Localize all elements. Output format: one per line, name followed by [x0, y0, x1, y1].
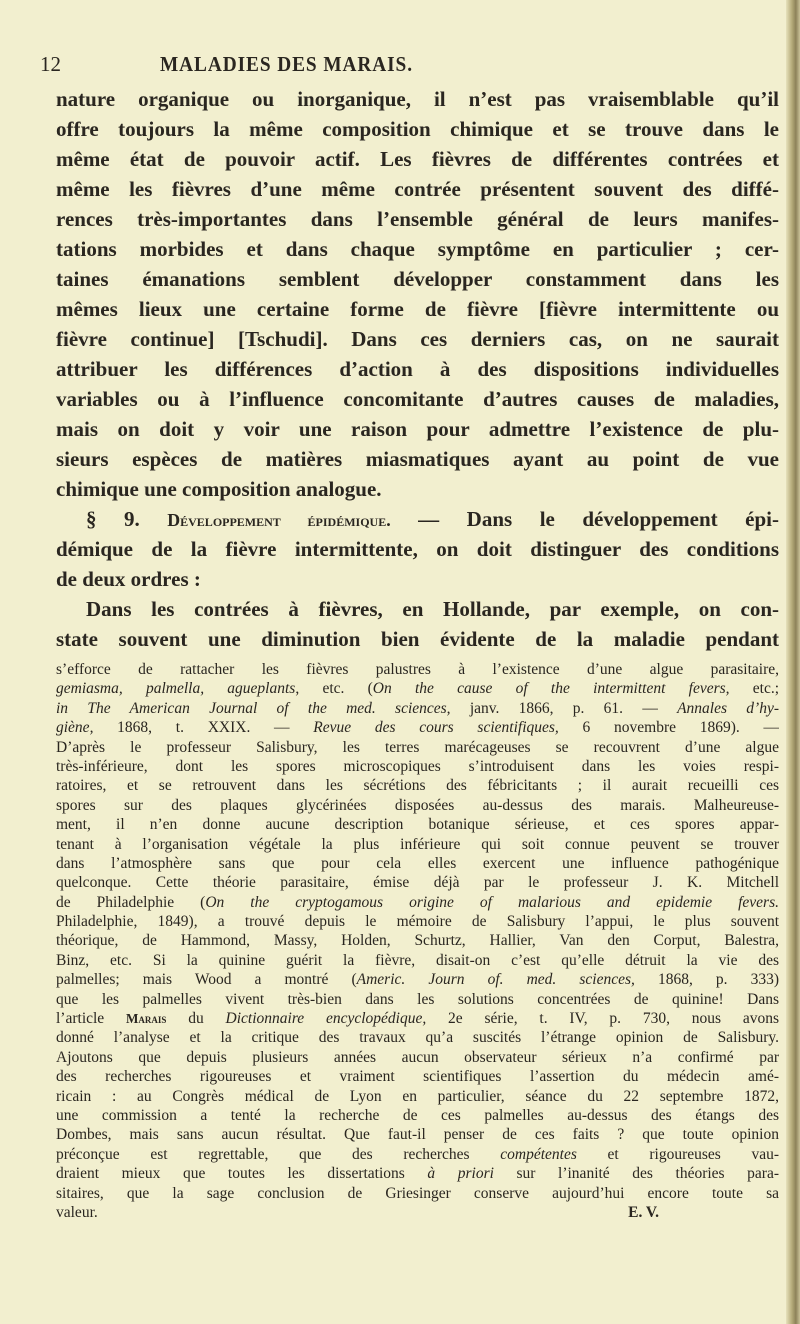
body-line [56, 594, 779, 624]
footnote-line [56, 1106, 779, 1125]
body-line [56, 204, 779, 234]
text-run: Philadelphie, 1849), a trouvé depuis le mémoire de Salisbury l’appui, le plus souvent [56, 913, 779, 931]
footnote-line [56, 854, 779, 873]
text-run: Ajoutons que depuis plusieurs années aucun observateur sérieux n’a confirmé par [56, 1048, 779, 1066]
italic-text: Dictionnaire encyclopédique, [225, 1010, 427, 1028]
text-run: Binz, etc. Si la quinine guérit la fièvre, disait-on c’est qu’elle détruit la vie des [56, 951, 779, 969]
body-line [56, 294, 779, 324]
body-line [56, 144, 779, 174]
text-run: Dombes, mais sans aucun résultat. Que faut-il penser de ces faits ? que toute opinion [56, 1126, 779, 1144]
text-run: donné l’analyse et la critique des travaux qu’a suscités l’étrange opinion de Salisbury. [56, 1029, 779, 1047]
text-run: — Dans le développement épi- [390, 507, 779, 531]
text-run: palmelles; mais Wood a montré ( [56, 971, 357, 989]
text-run: sitaires, que la sage conclusion de Griesinger conserve aujourd’hui encore toute sa [56, 1184, 779, 1202]
footnote-line [56, 1184, 779, 1203]
text-run: quelconque. Cette théorie parasitaire, émise déjà par le professeur J. K. Mitchell [56, 874, 779, 892]
body-line [56, 624, 779, 654]
body-line [56, 264, 779, 294]
footnote-line [56, 1009, 779, 1028]
italic-text: Annales d’hy- [677, 699, 779, 717]
text-run: s’efforce de rattacher les fièvres palustres à l’existence d’une algue parasitaire, [56, 661, 779, 678]
text-run: variables ou à l’influence concomitante d’autres causes de maladies, [56, 387, 779, 411]
body-line [56, 174, 779, 204]
page-edge [786, 0, 800, 1324]
text-run: valeur. [56, 1203, 98, 1221]
italic-text: On the cause of the intermittent fevers, [372, 680, 730, 698]
footnote-line [56, 1125, 779, 1144]
footnote-line [56, 1164, 779, 1183]
text-run: ratoires, et se retrouvent dans les sécrétions des fébricitants ; il aurait recueilli ces [56, 777, 779, 795]
text-run: théorique, de Hammond, Massy, Holden, Schurtz, Hallier, Van den Corput, Balestra, [56, 932, 779, 950]
footnote-line [56, 893, 779, 912]
body-line [56, 84, 779, 114]
text-run: tenant à l’organisation végétale la plus inférieure qui soit connue peuvent se trouver [56, 835, 779, 853]
body-line [56, 414, 779, 444]
text-run: même état de pouvoir actif. Les fièvres de différentes contrées et [56, 147, 779, 171]
text-run: spores sur des plaques glycérinées disposées au-dessus des marais. Malheureuse- [56, 796, 779, 814]
text-run: taines émanations semblent développer constamment dans les [56, 267, 779, 291]
text-run: tations morbides et dans chaque symptôme en particulier ; cer- [56, 237, 779, 261]
body-line [56, 354, 779, 384]
text-run: fièvre continue] [Tschudi]. Dans ces derniers cas, on ne saurait [56, 327, 779, 351]
footnote-line [56, 757, 779, 776]
footnote-line [56, 931, 779, 950]
footnote-line [56, 1028, 779, 1047]
footnote-line [56, 951, 779, 970]
footnote-line [56, 970, 779, 989]
body-line [56, 114, 779, 144]
footnote-line [56, 835, 779, 854]
text-run: très-inférieure, dont les spores microscopiques s’introduisent dans les voies respi- [56, 757, 779, 775]
text-run: etc.; [729, 680, 779, 698]
body-line [56, 444, 779, 474]
text-run: attribuer les différences d’action à des dispositions individuelles [56, 357, 779, 381]
footnote-line [56, 873, 779, 892]
text-run: mêmes lieux une certaine forme de fièvre [fièvre intermittente ou [56, 297, 779, 321]
footnote-line [56, 815, 779, 834]
text-run: nature organique ou inorganique, il n’est pas vraisemblable qu’il [56, 87, 779, 111]
footnote-line [56, 1087, 779, 1106]
italic-text: compétentes [500, 1145, 577, 1163]
italic-text: giène, [56, 719, 94, 737]
footnote-line [56, 1067, 779, 1086]
footnote [56, 660, 779, 1222]
text-run: de Philadelphie ( [56, 893, 206, 911]
text-run: des recherches rigoureuses et vraiment scientifiques l’assertion du médecin amé- [56, 1068, 779, 1086]
text-run: janv. 1866, p. 61. — [450, 699, 678, 717]
text-run: rences très-importantes dans l’ensemble général de leurs manifes- [56, 207, 779, 231]
body-line [56, 504, 779, 534]
italic-text: gemiasma, palmella, agueplants [56, 680, 296, 698]
italic-text: Americ. Journ of. med. sciences, [356, 971, 635, 989]
text-run: que les palmelles vivent très-bien dans les solutions concentrées de quinine! Dans [56, 990, 779, 1008]
text-run: D’après le professeur Salisbury, les terres marécageuses se recouvrent d’une algue [56, 738, 779, 756]
page-header [40, 52, 780, 80]
body-line [56, 384, 779, 414]
footnote-line [56, 1048, 779, 1067]
text-run: § 9. [86, 507, 168, 531]
footnote-line [56, 718, 779, 737]
text-run: préconçue est regrettable, que des recherches [56, 1145, 501, 1163]
body-line [56, 474, 779, 504]
text-run: une commission a tenté la recherche de ces palmelles au-dessus des étangs des [56, 1106, 779, 1124]
text-run: , etc. ( [295, 680, 373, 698]
text-run: de deux ordres : [56, 567, 201, 591]
footnote-line [56, 679, 779, 698]
text-run: draient mieux que toutes les dissertations [56, 1165, 428, 1183]
footnote-line [56, 990, 779, 1009]
italic-text: à priori [427, 1165, 494, 1183]
footnote-line [56, 1203, 779, 1222]
page-number: 12 [40, 52, 61, 76]
footnote-line [56, 912, 779, 931]
main-text [56, 84, 779, 654]
text-run: 2e série, t. IV, p. 730, nous avons [426, 1010, 779, 1028]
text-run: l’article [56, 1010, 126, 1028]
text-run: sieurs espèces de matières miasmatiques ayant au point de vue [56, 447, 779, 471]
text-run: mais on doit y voir une raison pour admettre l’existence de plu- [56, 417, 779, 441]
italic-text: On the cryptogamous origine of malarious and epidemie fevers. [205, 893, 779, 911]
body-line [56, 324, 779, 354]
text-run: Dans les contrées à fièvres, en Hollande, par exemple, on con- [86, 597, 779, 621]
text-run: du [166, 1010, 226, 1028]
footnote-line [56, 796, 779, 815]
footnote-line [56, 738, 779, 757]
small-caps-text: Marais [126, 1011, 167, 1027]
text-run: démique de la fièvre intermittente, on doit distinguer des conditions [56, 537, 779, 561]
body-line [56, 534, 779, 564]
text-run: même les fièvres d’une même contrée présentent souvent des diffé- [56, 177, 779, 201]
footnote-line [56, 776, 779, 795]
text-run: chimique une composition analogue. [56, 477, 382, 501]
text-run: 6 novembre 1869). — [558, 719, 779, 737]
footnote-line [56, 660, 779, 679]
body-line [56, 564, 779, 594]
footnote-line [56, 699, 779, 718]
text-run: dans l’atmosphère sans que pour cela elles exercent une influence pathogénique [56, 854, 779, 872]
text-run: et rigoureuses vau- [576, 1145, 779, 1163]
running-title: MALADIES DES MARAIS. [160, 52, 413, 76]
text-run: state souvent une diminution bien évidente de la maladie pendant [56, 627, 779, 651]
footnote-line [56, 1145, 779, 1164]
italic-text: in The American Journal of the med. sciences, [56, 699, 451, 717]
text-run: ricain : au Congrès médical de Lyon en particulier, séance du 22 septembre 1872, [56, 1087, 779, 1105]
text-run: 1868, p. 333) [634, 971, 779, 989]
text-run: offre toujours la même composition chimique et se trouve dans le [56, 117, 779, 141]
text-run: ment, il n’en donne aucune description botanique sérieuse, et ces spores appar- [56, 816, 779, 834]
body-line [56, 234, 779, 264]
signature: E. V. [628, 1203, 659, 1221]
text-run: 1868, t. XXIX. — [93, 719, 314, 737]
italic-text: Revue des cours scientifiques, [313, 719, 559, 737]
small-caps-text: Développement épidémique. [167, 510, 391, 530]
text-run: sur l’inanité des théories para- [493, 1165, 779, 1183]
